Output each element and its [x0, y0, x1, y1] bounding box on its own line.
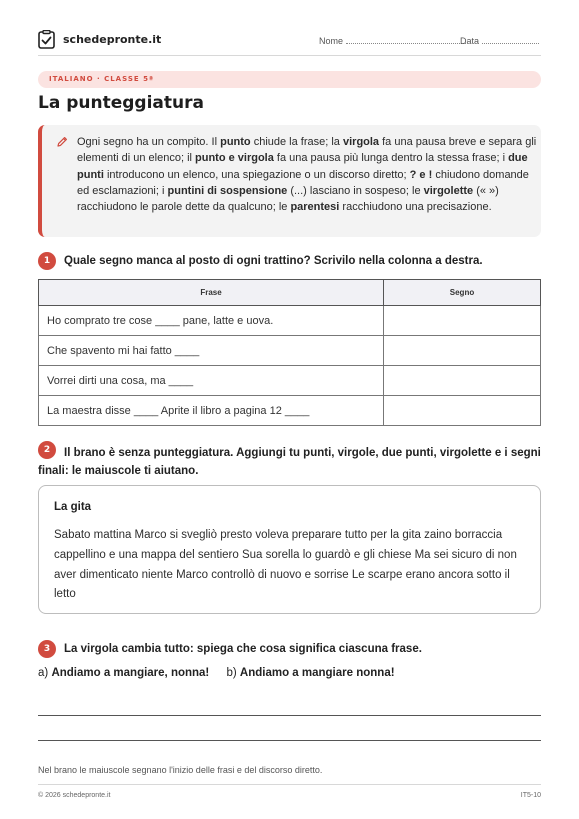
question-3-number: 3 [38, 640, 56, 658]
answer-line[interactable] [38, 715, 541, 716]
name-dotted-line [346, 35, 466, 44]
date-dotted-line [482, 35, 539, 44]
question-1-number: 1 [38, 252, 56, 270]
answer-cell[interactable] [384, 396, 541, 426]
column-header-frase: Frase [39, 280, 384, 306]
site-logo-text[interactable]: schedepronte.it [63, 33, 162, 46]
pencil-icon [56, 136, 68, 148]
passage-text: Sabato mattina Marco si svegliò presto voleva preparare tutto per la gita zaino borraccia cappellino e una mappa del sentiero Sua sorella lo guardò e gli chiese Ma sei sicuro di non aver dimenticato niente Marco controllò di nuovo e sorrise Le scarpe erano ancora sotto il letto [54, 529, 517, 601]
option-a-text: Andiamo a mangiare, nonna! [51, 667, 210, 679]
sentence-options [38, 667, 395, 679]
page-header [38, 28, 541, 56]
passage-title: La gita [54, 501, 92, 513]
info-text: Ogni segno ha un compito. Il punto chiude la frase; la virgola fa una pausa breve e separa gli elementi di un elenco; il punto e virgola fa una pausa più lunga dentro la stessa frase; i due punti introducono un elenco, una spiegazione o un discorso diretto; ? e ! chiudono domande ed esclamazioni; i puntini di sospensione (...) lasciano in sospeso; le virgolette (« ») racchiudono le parole dette da qualcuno; le parentesi racchiudono una precisazione. [77, 136, 537, 214]
sentence-cell: La maestra disse ____ Aprite il libro a pagina 12 ____ [39, 396, 384, 426]
question-2-number: 2 [38, 441, 56, 459]
subject-badge [38, 71, 541, 88]
column-header-segno: Segno [384, 280, 541, 306]
table-row [39, 396, 541, 426]
answer-cell[interactable] [384, 336, 541, 366]
page-title: La punteggiatura [38, 93, 204, 113]
sentence-cell: Ho comprato tre cose ____ pane, latte e uova. [39, 306, 384, 336]
copyright-text: © 2026 schedepronte.it [38, 792, 111, 799]
name-label: Nome [319, 36, 344, 46]
subject-badge-label: ITALIANO · CLASSE 5ª [49, 75, 154, 83]
sentence-cell: Che spavento mi hai fatto ____ [39, 336, 384, 366]
answer-cell[interactable] [384, 306, 541, 336]
answer-cell[interactable] [384, 366, 541, 396]
date-field[interactable] [460, 35, 539, 46]
table-row [39, 366, 541, 396]
worksheet-code: IT5-10 [520, 792, 541, 799]
question-1-text: Quale segno manca al posto di ogni trattino? Scrivilo nella colonna a destra. [64, 255, 483, 267]
option-b-label: b) [226, 667, 237, 679]
option-a [38, 667, 209, 679]
table-row [39, 306, 541, 336]
page-footer [38, 784, 541, 799]
info-box [38, 125, 541, 237]
question-2-text: Il brano è senza punteggiatura. Aggiungi tu punti, virgole, due punti, virgolette e i segni finali: le maiuscole ti aiutano. [38, 447, 541, 477]
date-label: Data [460, 36, 480, 46]
footnote: Nel brano le maiuscole segnano l'inizio delle frasi e del discorso diretto. [38, 765, 323, 775]
option-b-text: Andiamo a mangiare nonna! [239, 667, 395, 679]
option-a-label: a) [38, 667, 49, 679]
checklist-logo-icon [38, 30, 55, 49]
passage-box [38, 485, 541, 614]
option-b [226, 667, 394, 679]
sentence-cell: Vorrei dirti una cosa, ma ____ [39, 366, 384, 396]
answer-line[interactable] [38, 740, 541, 741]
table-row [39, 336, 541, 366]
name-field[interactable] [319, 35, 466, 46]
punctuation-table [38, 279, 541, 426]
question-3-text: La virgola cambia tutto: spiega che cosa significa ciascuna frase. [64, 643, 422, 655]
